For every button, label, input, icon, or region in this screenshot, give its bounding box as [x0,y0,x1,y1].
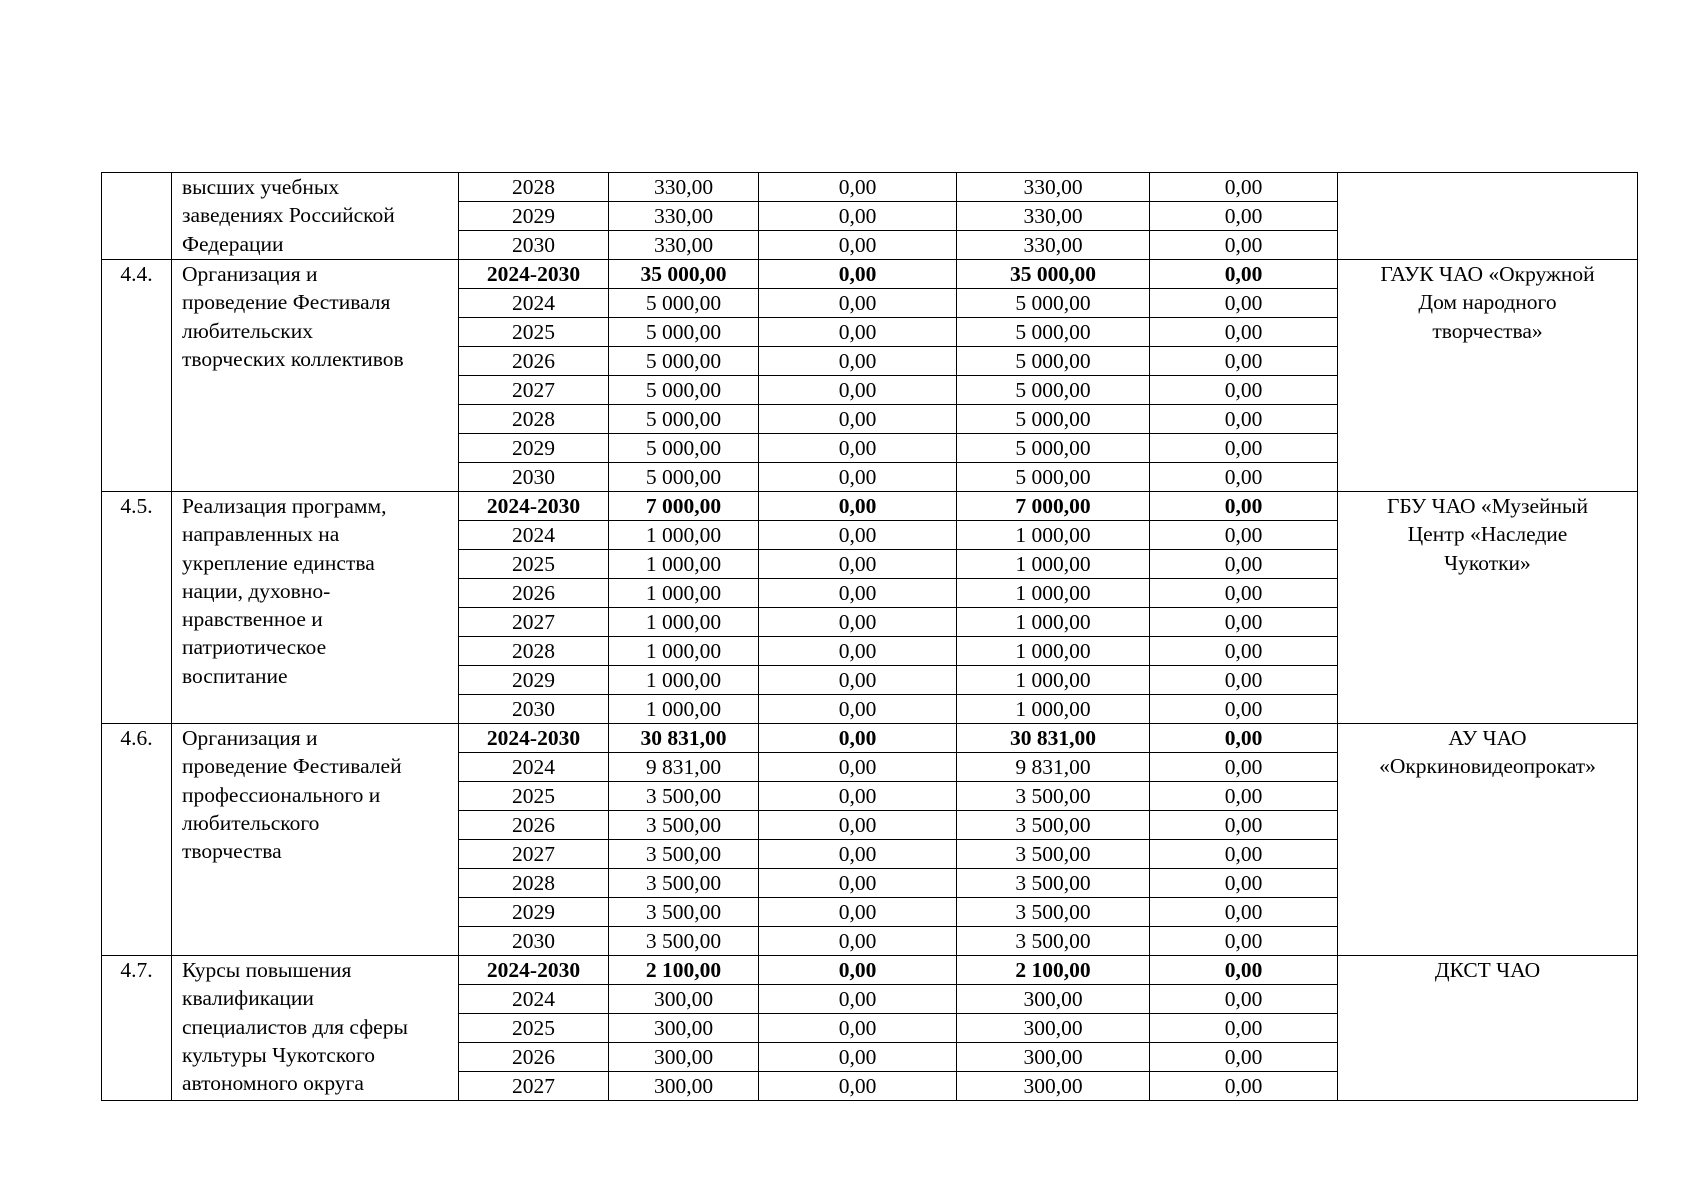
other-amount-cell: 0,00 [1150,840,1338,869]
responsible-executor [1338,173,1638,260]
regional-amount-cell: 9 831,00 [957,753,1150,782]
period-cell: 2028 [459,173,609,202]
federal-amount-cell: 0,00 [759,231,957,260]
item-name-line: творческих коллективов [182,346,404,371]
federal-amount-cell: 0,00 [759,492,957,521]
item-name-line: направленных на [182,522,340,547]
other-amount-cell: 0,00 [1150,898,1338,927]
responsible-line: ГБУ ЧАО «Музейный [1386,494,1589,518]
other-amount-cell: 0,00 [1150,318,1338,347]
other-amount-cell: 0,00 [1150,956,1338,985]
regional-amount-cell: 2 100,00 [957,956,1150,985]
federal-amount-cell: 0,00 [759,376,957,405]
total-amount-cell: 9 831,00 [609,753,759,782]
total-amount-cell: 5 000,00 [609,376,759,405]
total-amount-cell: 5 000,00 [609,463,759,492]
period-cell: 2024-2030 [459,260,609,289]
total-amount-cell: 5 000,00 [609,405,759,434]
regional-amount-cell: 300,00 [957,985,1150,1014]
regional-amount-cell: 300,00 [957,1043,1150,1072]
total-amount-cell: 3 500,00 [609,869,759,898]
total-amount-cell: 300,00 [609,1072,759,1101]
other-amount-cell: 0,00 [1150,666,1338,695]
period-cell: 2024 [459,289,609,318]
responsible-line: АУ ЧАО [1448,726,1527,750]
item-name [172,492,459,724]
federal-amount-cell: 0,00 [759,869,957,898]
other-amount-cell: 0,00 [1150,985,1338,1014]
other-amount-cell: 0,00 [1150,492,1338,521]
total-amount-cell: 300,00 [609,1014,759,1043]
period-cell: 2029 [459,202,609,231]
regional-amount-cell: 1 000,00 [957,579,1150,608]
item-name-line: проведение Фестивалей [182,754,402,779]
federal-amount-cell: 0,00 [759,434,957,463]
period-cell: 2027 [459,376,609,405]
federal-amount-cell: 0,00 [759,811,957,840]
period-cell: 2024-2030 [459,492,609,521]
total-amount-cell: 1 000,00 [609,637,759,666]
regional-amount-cell: 1 000,00 [957,608,1150,637]
federal-amount-cell: 0,00 [759,927,957,956]
total-amount-cell: 1 000,00 [609,608,759,637]
regional-amount-cell: 1 000,00 [957,666,1150,695]
item-index: 4.5. [102,492,172,724]
period-cell: 2028 [459,637,609,666]
table-row [102,956,1638,985]
federal-amount-cell: 0,00 [759,608,957,637]
responsible-executor [1338,260,1638,492]
other-amount-cell: 0,00 [1150,376,1338,405]
item-name-line: любительских [182,318,313,343]
other-amount-cell: 0,00 [1150,347,1338,376]
responsible-line: Дом народного [1418,290,1557,315]
period-cell: 2026 [459,1043,609,1072]
total-amount-cell: 7 000,00 [609,492,759,521]
federal-amount-cell: 0,00 [759,318,957,347]
item-name-line: воспитание [182,663,288,688]
period-cell: 2024 [459,985,609,1014]
other-amount-cell: 0,00 [1150,695,1338,724]
item-name-line: Организация и [182,726,318,750]
regional-amount-cell: 3 500,00 [957,898,1150,927]
federal-amount-cell: 0,00 [759,1072,957,1101]
item-name [172,724,459,956]
regional-amount-cell: 5 000,00 [957,289,1150,318]
period-cell: 2026 [459,811,609,840]
regional-amount-cell: 300,00 [957,1014,1150,1043]
regional-amount-cell: 3 500,00 [957,811,1150,840]
item-name-line: заведениях Российской [182,203,395,228]
table-row [102,724,1638,753]
total-amount-cell: 330,00 [609,173,759,202]
regional-amount-cell: 5 000,00 [957,463,1150,492]
other-amount-cell: 0,00 [1150,289,1338,318]
period-cell: 2030 [459,695,609,724]
federal-amount-cell: 0,00 [759,753,957,782]
federal-amount-cell: 0,00 [759,985,957,1014]
total-amount-cell: 1 000,00 [609,550,759,579]
other-amount-cell: 0,00 [1150,1014,1338,1043]
item-name-line: Реализация программ, [182,494,387,518]
regional-amount-cell: 1 000,00 [957,637,1150,666]
period-cell: 2027 [459,608,609,637]
regional-amount-cell: 300,00 [957,1072,1150,1101]
regional-amount-cell: 330,00 [957,202,1150,231]
regional-amount-cell: 5 000,00 [957,405,1150,434]
federal-amount-cell: 0,00 [759,898,957,927]
responsible-line: Центр «Наследие [1407,522,1568,547]
federal-amount-cell: 0,00 [759,695,957,724]
table-row [102,173,1638,202]
period-cell: 2028 [459,869,609,898]
responsible-executor [1338,492,1638,724]
period-cell: 2030 [459,463,609,492]
regional-amount-cell: 1 000,00 [957,550,1150,579]
period-cell: 2024 [459,753,609,782]
item-name-line: высших учебных [182,175,340,199]
other-amount-cell: 0,00 [1150,811,1338,840]
federal-amount-cell: 0,00 [759,463,957,492]
total-amount-cell: 30 831,00 [609,724,759,753]
total-amount-cell: 5 000,00 [609,318,759,347]
federal-amount-cell: 0,00 [759,666,957,695]
regional-amount-cell: 3 500,00 [957,782,1150,811]
period-cell: 2025 [459,1014,609,1043]
period-cell: 2027 [459,1072,609,1101]
total-amount-cell: 1 000,00 [609,579,759,608]
regional-amount-cell: 330,00 [957,173,1150,202]
other-amount-cell: 0,00 [1150,521,1338,550]
other-amount-cell: 0,00 [1150,637,1338,666]
period-cell: 2030 [459,927,609,956]
regional-amount-cell: 5 000,00 [957,347,1150,376]
item-name-line: любительского [182,810,320,835]
regional-amount-cell: 3 500,00 [957,927,1150,956]
regional-amount-cell: 1 000,00 [957,695,1150,724]
other-amount-cell: 0,00 [1150,1043,1338,1072]
federal-amount-cell: 0,00 [759,289,957,318]
period-cell: 2029 [459,434,609,463]
table-body [102,173,1638,1101]
other-amount-cell: 0,00 [1150,782,1338,811]
total-amount-cell: 1 000,00 [609,521,759,550]
item-index: 4.7. [102,956,172,1101]
total-amount-cell: 3 500,00 [609,840,759,869]
federal-amount-cell: 0,00 [759,405,957,434]
item-name-line: укрепление единства [182,550,375,575]
other-amount-cell: 0,00 [1150,463,1338,492]
table-row [102,260,1638,289]
regional-amount-cell: 3 500,00 [957,840,1150,869]
other-amount-cell: 0,00 [1150,173,1338,202]
regional-amount-cell: 1 000,00 [957,521,1150,550]
federal-amount-cell: 0,00 [759,550,957,579]
responsible-executor [1338,956,1638,1101]
federal-amount-cell: 0,00 [759,840,957,869]
item-name [172,173,459,260]
period-cell: 2026 [459,579,609,608]
period-cell: 2024-2030 [459,956,609,985]
item-name-line: профессионального и [182,782,381,807]
period-cell: 2024-2030 [459,724,609,753]
item-name-line: квалификации [182,986,314,1011]
regional-amount-cell: 330,00 [957,231,1150,260]
item-name-line: патриотическое [182,635,327,660]
other-amount-cell: 0,00 [1150,434,1338,463]
regional-amount-cell: 35 000,00 [957,260,1150,289]
total-amount-cell: 35 000,00 [609,260,759,289]
total-amount-cell: 3 500,00 [609,927,759,956]
regional-amount-cell: 30 831,00 [957,724,1150,753]
period-cell: 2028 [459,405,609,434]
item-name [172,260,459,492]
federal-amount-cell: 0,00 [759,202,957,231]
regional-amount-cell: 5 000,00 [957,434,1150,463]
other-amount-cell: 0,00 [1150,869,1338,898]
total-amount-cell: 330,00 [609,202,759,231]
total-amount-cell: 330,00 [609,231,759,260]
item-name-line: творчества [182,839,282,864]
table-row [102,492,1638,521]
other-amount-cell: 0,00 [1150,753,1338,782]
item-name [172,956,459,1101]
period-cell: 2030 [459,231,609,260]
regional-amount-cell: 3 500,00 [957,869,1150,898]
federal-amount-cell: 0,00 [759,347,957,376]
period-cell: 2027 [459,840,609,869]
federal-amount-cell: 0,00 [759,260,957,289]
funding-table [101,172,1638,1101]
period-cell: 2026 [459,347,609,376]
regional-amount-cell: 5 000,00 [957,376,1150,405]
federal-amount-cell: 0,00 [759,173,957,202]
item-index [102,173,172,260]
federal-amount-cell: 0,00 [759,579,957,608]
total-amount-cell: 3 500,00 [609,898,759,927]
total-amount-cell: 1 000,00 [609,695,759,724]
item-name-line: культуры Чукотского [182,1042,375,1067]
total-amount-cell: 2 100,00 [609,956,759,985]
total-amount-cell: 300,00 [609,1043,759,1072]
regional-amount-cell: 7 000,00 [957,492,1150,521]
total-amount-cell: 1 000,00 [609,666,759,695]
item-name-line: Организация и [182,262,318,286]
item-name-line: Курсы повышения [182,958,352,982]
item-name-line: нравственное и [182,607,323,632]
other-amount-cell: 0,00 [1150,260,1338,289]
item-name-line: автономного округа [182,1071,364,1096]
period-cell: 2025 [459,318,609,347]
other-amount-cell: 0,00 [1150,579,1338,608]
other-amount-cell: 0,00 [1150,608,1338,637]
other-amount-cell: 0,00 [1150,724,1338,753]
responsible-line: ДКСТ ЧАО [1434,958,1541,982]
federal-amount-cell: 0,00 [759,637,957,666]
item-index: 4.6. [102,724,172,956]
total-amount-cell: 3 500,00 [609,811,759,840]
other-amount-cell: 0,00 [1150,405,1338,434]
federal-amount-cell: 0,00 [759,1043,957,1072]
period-cell: 2024 [459,521,609,550]
responsible-line: Чукотки» [1444,550,1531,575]
total-amount-cell: 3 500,00 [609,782,759,811]
other-amount-cell: 0,00 [1150,927,1338,956]
total-amount-cell: 300,00 [609,985,759,1014]
item-index: 4.4. [102,260,172,492]
other-amount-cell: 0,00 [1150,231,1338,260]
total-amount-cell: 5 000,00 [609,347,759,376]
federal-amount-cell: 0,00 [759,724,957,753]
item-name-line: проведение Фестиваля [182,290,391,315]
period-cell: 2029 [459,666,609,695]
item-name-line: Федерации [182,231,284,256]
regional-amount-cell: 5 000,00 [957,318,1150,347]
item-name-line: нации, духовно- [182,578,331,603]
responsible-line: «Окркиновидеопрокат» [1379,754,1596,779]
responsible-line: ГАУК ЧАО «Окружной [1380,262,1595,286]
federal-amount-cell: 0,00 [759,521,957,550]
federal-amount-cell: 0,00 [759,782,957,811]
other-amount-cell: 0,00 [1150,202,1338,231]
responsible-executor [1338,724,1638,956]
responsible-line: творчества» [1432,318,1543,343]
other-amount-cell: 0,00 [1150,1072,1338,1101]
other-amount-cell: 0,00 [1150,550,1338,579]
period-cell: 2025 [459,782,609,811]
item-name-line: специалистов для сферы [182,1014,408,1039]
period-cell: 2025 [459,550,609,579]
federal-amount-cell: 0,00 [759,956,957,985]
period-cell: 2029 [459,898,609,927]
total-amount-cell: 5 000,00 [609,289,759,318]
federal-amount-cell: 0,00 [759,1014,957,1043]
total-amount-cell: 5 000,00 [609,434,759,463]
